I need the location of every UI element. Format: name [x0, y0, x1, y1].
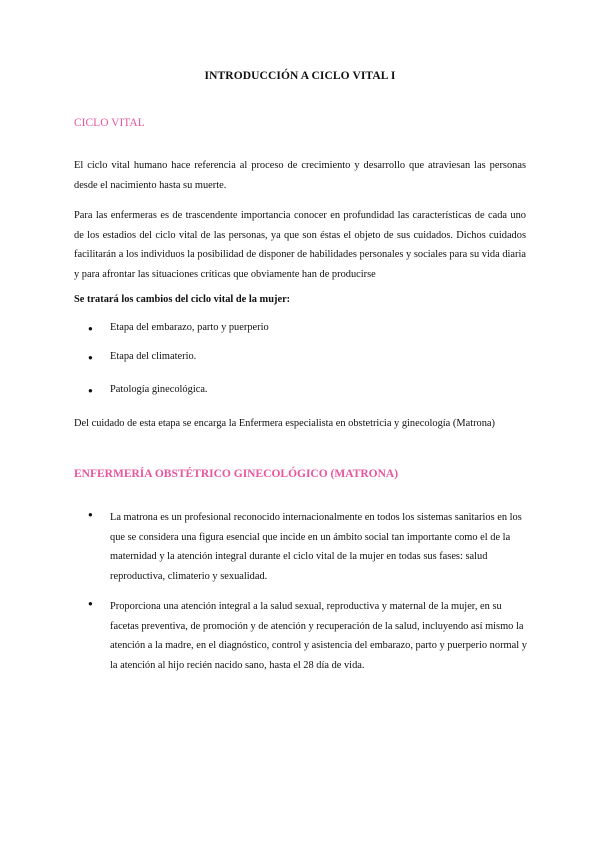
list-item: Etapa del climaterio.	[110, 351, 197, 362]
bullet-icon: ●	[88, 353, 93, 362]
bullet-icon: ●	[88, 386, 93, 395]
bold-intro: Se tratará los cambios del ciclo vital de la mujer:	[74, 294, 291, 305]
paragraph-closing: Del cuidado de esta etapa se encarga la Enfermera especialista en obstetricia y ginecología (Matrona)	[74, 418, 496, 429]
paragraph-importance: Para las enfermeras es de trascendente importancia conocer en profundidad las características de cada uno de los estadios del ciclo vital de las personas, ya que son éstas el objeto de sus cuidados. Dichos cuidados facilitarán a los individuos la posibilidad de disponer de habilidades personales y sociales para su vida diaria y para afrontar las situaciones críticas que obviamente han de producirse	[74, 210, 526, 280]
list-item: La matrona es un profesional reconocido internacionalmente en todos los sistemas sanitarios en los que se considera una figura esencial que incide en un ámbito social tan importante como el de la maternidad y la atención integral durante el ciclo vital de la mujer en todas sus fases: salud reproductiva, climaterio y sexualidad.	[110, 512, 522, 582]
list-item: Proporciona una atención integral a la salud sexual, reproductiva y maternal de la mujer, en su facetas preventiva, de promoción y de atención y recuperación de la salud, incluyendo así mismo la atención a la madre, en el diagnóstico, control y asistencia del embarazo, parto y puerperio normal y la atención al hijo recién nacido sano, hasta el 28 día de vida.	[110, 601, 527, 671]
paragraph-definition: El ciclo vital humano hace referencia al proceso de crecimiento y desarrollo que atraviesan las personas desde el nacimiento hasta su muerte.	[74, 160, 526, 191]
list-item: Etapa del embarazo, parto y puerperio	[110, 322, 269, 333]
list-item: Patología ginecológica.	[110, 384, 208, 395]
page-title: INTRODUCCIÓN A CICLO VITAL I	[204, 70, 396, 82]
bullet-icon: ●	[88, 324, 93, 333]
bullet-icon: ●	[88, 510, 93, 519]
section-heading-matrona: ENFERMERÍA OBSTÉTRICO GINECOLÓGICO (MATRONA)	[74, 468, 399, 480]
bullet-icon: ●	[88, 599, 93, 608]
section-heading-ciclo-vital: CICLO VITAL	[74, 117, 145, 129]
